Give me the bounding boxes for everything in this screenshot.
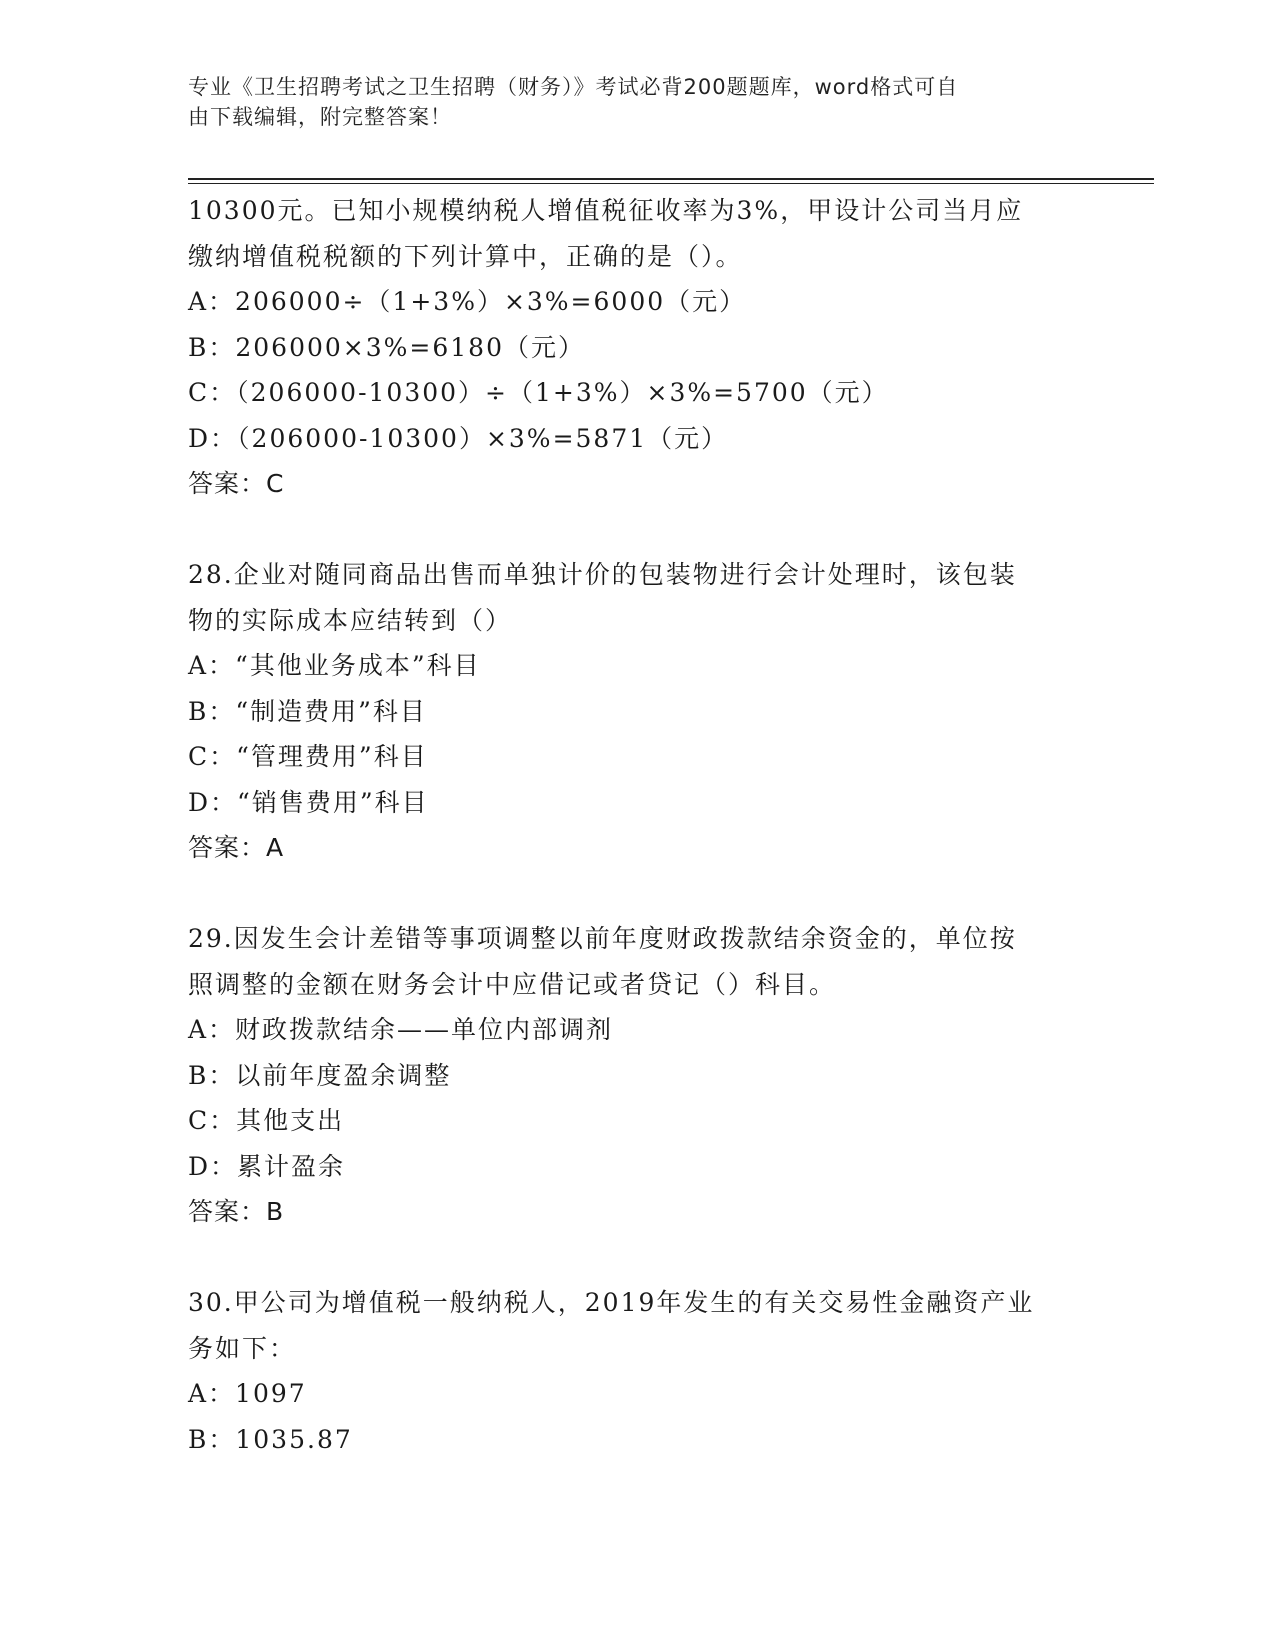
option-b: B：1035.87 (188, 1424, 353, 1454)
option-a: A：“其他业务成本”科目 (188, 651, 481, 680)
option-c: C：“管理费用”科目 (188, 742, 428, 771)
question-text-line: 28.企业对随同商品出售而单独计价的包装物进行会计处理时，该包装 (188, 560, 1017, 589)
option-d: D：（206000-10300）×3%=5871（元） (188, 423, 729, 453)
question-30 (188, 1280, 1088, 1462)
option-c: C：其他支出 (188, 1106, 345, 1135)
header-line-1: 专业《卫生招聘考试之卫生招聘（财务）》考试必背200题题库，word格式可自 (188, 75, 959, 99)
answer-line: 答案：A (188, 833, 285, 862)
document-header (188, 72, 1068, 132)
spacer (188, 507, 1088, 553)
spacer (188, 1235, 1088, 1281)
question-27 (188, 188, 1088, 507)
question-text-line: 务如下： (188, 1333, 297, 1363)
option-a: A：206000÷（1+3%）×3%=6000（元） (188, 287, 747, 316)
option-a: A：1097 (188, 1379, 307, 1408)
question-text-line: 29.因发生会计差错等事项调整以前年度财政拨款结余资金的，单位按 (188, 924, 1017, 953)
spacer (188, 871, 1088, 917)
question-text-line: 物的实际成本应结转到（） (188, 605, 513, 635)
question-list (188, 188, 1088, 1462)
option-b: B：以前年度盈余调整 (188, 1060, 452, 1090)
option-b: B：“制造费用”科目 (188, 696, 427, 726)
answer-line: 答案：C (188, 469, 285, 498)
header-divider-thick (188, 178, 1154, 180)
option-d: D：累计盈余 (188, 1151, 346, 1181)
header-line-2: 由下载编辑，附完整答案！ (188, 105, 452, 129)
question-28 (188, 552, 1088, 871)
header-divider-thin (188, 183, 1154, 184)
question-29 (188, 916, 1088, 1235)
option-a: A：财政拨款结余——单位内部调剂 (188, 1015, 614, 1044)
option-b: B：206000×3%=6180（元） (188, 332, 585, 362)
answer-line: 答案：B (188, 1197, 285, 1226)
question-text-line: 10300元。已知小规模纳税人增值税征收率为3%，甲设计公司当月应 (188, 196, 1024, 225)
option-c: C：（206000-10300）÷（1+3%）×3%=5700（元） (188, 378, 889, 407)
option-d: D：“销售费用”科目 (188, 787, 429, 817)
question-text-line: 30.甲公司为增值税一般纳税人，2019年发生的有关交易性金融资产业 (188, 1288, 1035, 1317)
question-text-line: 缴纳增值税税额的下列计算中，正确的是（）。 (188, 241, 743, 271)
question-text-line: 照调整的金额在财务会计中应借记或者贷记（）科目。 (188, 969, 837, 999)
